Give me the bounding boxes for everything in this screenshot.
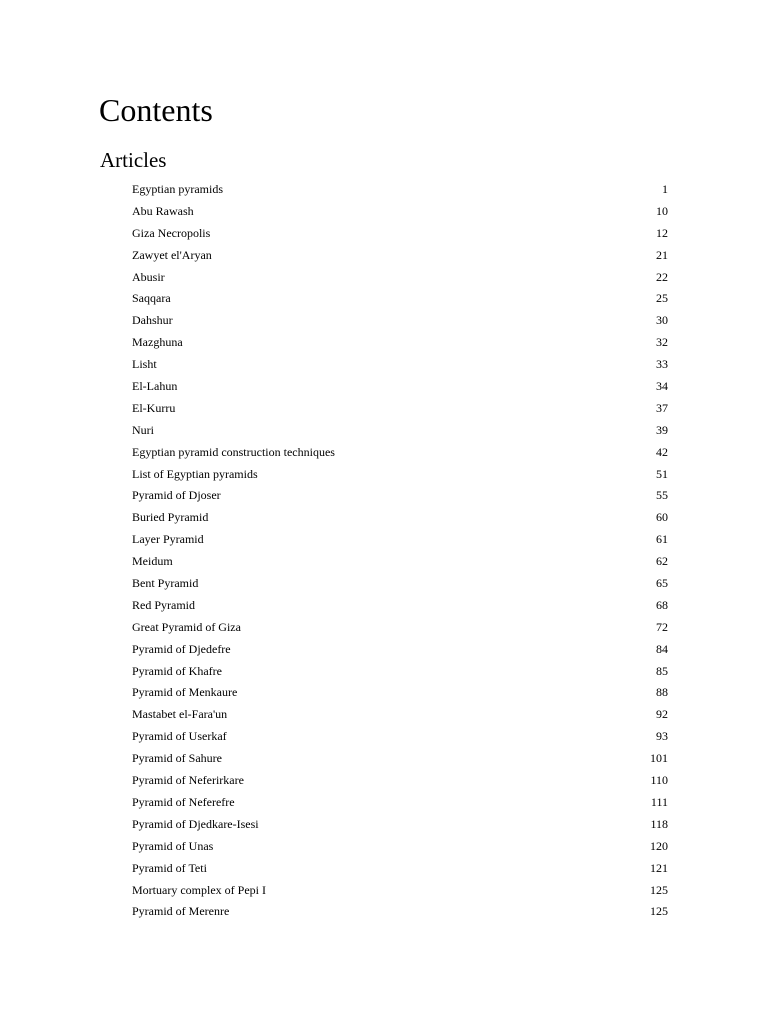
toc-entry-page-number: 84 bbox=[656, 641, 668, 656]
toc-entry[interactable] bbox=[132, 507, 668, 529]
toc-entry-page-number: 125 bbox=[650, 882, 668, 897]
toc-entry[interactable] bbox=[132, 770, 668, 792]
toc-entry-page-number: 88 bbox=[656, 685, 668, 700]
table-of-contents bbox=[132, 179, 668, 923]
toc-entry-page-number: 42 bbox=[656, 444, 668, 459]
toc-entry-title: Pyramid of Djedkare-Isesi bbox=[132, 816, 259, 831]
toc-entry-title: Zawyet el'Aryan bbox=[132, 247, 212, 262]
toc-entry-page-number: 120 bbox=[650, 838, 668, 853]
toc-entry[interactable] bbox=[132, 332, 668, 354]
section-heading: Articles bbox=[100, 148, 167, 172]
toc-entry[interactable] bbox=[132, 704, 668, 726]
toc-entry-title: Abu Rawash bbox=[132, 203, 194, 218]
toc-entry[interactable] bbox=[132, 858, 668, 880]
toc-entry-page-number: 10 bbox=[656, 203, 668, 218]
toc-entry-page-number: 30 bbox=[656, 313, 668, 328]
toc-entry-title: Pyramid of Unas bbox=[132, 838, 214, 853]
toc-entry-title: List of Egyptian pyramids bbox=[132, 466, 258, 481]
toc-entry-page-number: 51 bbox=[656, 466, 668, 481]
toc-entry-page-number: 111 bbox=[650, 794, 668, 809]
toc-entry[interactable] bbox=[132, 201, 668, 223]
toc-entry-page-number: 22 bbox=[656, 269, 668, 284]
toc-entry-page-number: 118 bbox=[650, 816, 668, 831]
toc-entry[interactable] bbox=[132, 551, 668, 573]
toc-entry-title: Pyramid of Neferirkare bbox=[132, 773, 244, 788]
toc-entry[interactable] bbox=[132, 420, 668, 442]
toc-entry-page-number: 61 bbox=[656, 532, 668, 547]
toc-entry-page-number: 1 bbox=[662, 182, 668, 196]
toc-entry-title: Meidum bbox=[132, 554, 173, 569]
toc-entry-title: Lisht bbox=[132, 357, 157, 372]
toc-entry-page-number: 21 bbox=[656, 247, 668, 262]
toc-entry-title: Pyramid of Teti bbox=[132, 860, 207, 875]
toc-entry-page-number: 85 bbox=[656, 663, 668, 678]
toc-entry-page-number: 101 bbox=[650, 751, 668, 766]
toc-entry-page-number: 34 bbox=[656, 379, 668, 394]
toc-entry[interactable] bbox=[132, 682, 668, 704]
toc-entry[interactable] bbox=[132, 223, 668, 245]
toc-entry-title: Dahshur bbox=[132, 313, 173, 328]
toc-entry-page-number: 60 bbox=[656, 510, 668, 525]
toc-entry-page-number: 125 bbox=[650, 904, 668, 919]
toc-entry[interactable] bbox=[132, 310, 668, 332]
toc-entry[interactable] bbox=[132, 267, 668, 289]
toc-entry-page-number: 92 bbox=[656, 707, 668, 722]
toc-entry-title: El-Kurru bbox=[132, 400, 176, 415]
toc-entry-title: El-Lahun bbox=[132, 379, 178, 394]
toc-entry-title: Egyptian pyramids bbox=[132, 182, 223, 196]
toc-entry[interactable] bbox=[132, 354, 668, 376]
toc-entry-page-number: 55 bbox=[656, 488, 668, 503]
toc-entry-title: Pyramid of Neferefre bbox=[132, 794, 235, 809]
toc-entry-title: Great Pyramid of Giza bbox=[132, 619, 241, 634]
toc-entry-page-number: 121 bbox=[650, 860, 668, 875]
toc-entry-page-number: 12 bbox=[656, 225, 668, 240]
toc-entry-page-number: 62 bbox=[656, 554, 668, 569]
toc-entry-page-number: 68 bbox=[656, 597, 668, 612]
toc-entry[interactable] bbox=[132, 464, 668, 486]
toc-entry-title: Mortuary complex of Pepi I bbox=[132, 882, 266, 897]
toc-entry-title: Giza Necropolis bbox=[132, 225, 211, 240]
toc-entry-title: Layer Pyramid bbox=[132, 532, 204, 547]
toc-entry-title: Pyramid of Khafre bbox=[132, 663, 222, 678]
toc-entry[interactable] bbox=[132, 726, 668, 748]
toc-entry-page-number: 72 bbox=[656, 619, 668, 634]
toc-entry-title: Saqqara bbox=[132, 291, 171, 306]
toc-entry[interactable] bbox=[132, 639, 668, 661]
toc-entry[interactable] bbox=[132, 901, 668, 923]
toc-entry[interactable] bbox=[132, 245, 668, 267]
toc-entry[interactable] bbox=[132, 485, 668, 507]
toc-entry-page-number: 32 bbox=[656, 335, 668, 350]
toc-entry-page-number: 25 bbox=[656, 291, 668, 306]
toc-entry-page-number: 39 bbox=[656, 422, 668, 437]
toc-entry-page-number: 65 bbox=[656, 576, 668, 591]
toc-entry-title: Bent Pyramid bbox=[132, 576, 199, 591]
toc-entry-title: Pyramid of Djoser bbox=[132, 488, 221, 503]
toc-entry-title: Pyramid of Merenre bbox=[132, 904, 230, 919]
toc-entry-page-number: 110 bbox=[650, 773, 668, 788]
toc-entry[interactable] bbox=[132, 595, 668, 617]
toc-entry-page-number: 33 bbox=[656, 357, 668, 372]
toc-entry-title: Nuri bbox=[132, 422, 154, 437]
toc-entry-title: Pyramid of Menkaure bbox=[132, 685, 238, 700]
toc-entry[interactable] bbox=[132, 179, 668, 201]
toc-entry[interactable] bbox=[132, 880, 668, 902]
toc-entry-title: Mazghuna bbox=[132, 335, 183, 350]
toc-entry[interactable] bbox=[132, 288, 668, 310]
toc-entry[interactable] bbox=[132, 376, 668, 398]
toc-entry-page-number: 37 bbox=[656, 400, 668, 415]
toc-entry[interactable] bbox=[132, 792, 668, 814]
toc-entry-title: Buried Pyramid bbox=[132, 510, 209, 525]
toc-entry[interactable] bbox=[132, 529, 668, 551]
toc-entry-title: Pyramid of Djedefre bbox=[132, 641, 231, 656]
toc-entry[interactable] bbox=[132, 836, 668, 858]
toc-entry-title: Red Pyramid bbox=[132, 597, 195, 612]
toc-entry-title: Abusir bbox=[132, 269, 165, 284]
toc-entry-title: Mastabet el-Fara'un bbox=[132, 707, 228, 722]
toc-entry[interactable] bbox=[132, 617, 668, 639]
toc-entry-title: Pyramid of Sahure bbox=[132, 751, 222, 766]
toc-entry[interactable] bbox=[132, 573, 668, 595]
toc-entry[interactable] bbox=[132, 442, 668, 464]
toc-entry[interactable] bbox=[132, 748, 668, 770]
toc-entry[interactable] bbox=[132, 661, 668, 683]
toc-entry[interactable] bbox=[132, 398, 668, 420]
toc-entry[interactable] bbox=[132, 814, 668, 836]
toc-entry-title: Pyramid of Userkaf bbox=[132, 729, 227, 744]
toc-entry-title: Egyptian pyramid construction techniques bbox=[132, 444, 335, 459]
page-title: Contents bbox=[99, 92, 213, 128]
toc-entry-page-number: 93 bbox=[656, 729, 668, 744]
